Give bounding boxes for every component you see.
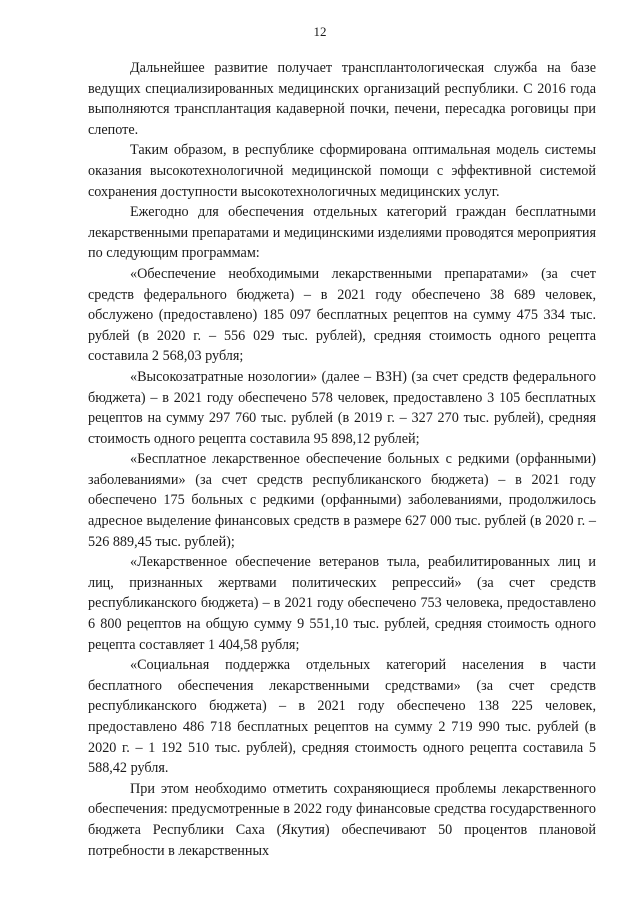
paragraph-program-federal-drugs: «Обеспечение необходимыми лекарственными препаратами» (за счет средств федерального бюджета) – в 2021 году обеспечено 38 689 человек, обслужено (предоставлено) 185 097 бесплатных рецептов на сумму 475 334 тыс. рублей (в 2020 г. – 556 029 тыс. рублей), средняя стоимость одного рецепта составила 2 568,03 рубля; [88, 265, 596, 365]
document-body [88, 58, 596, 861]
paragraph-program-orphan: «Бесплатное лекарственное обеспечение больных с редкими (орфанными) заболеваниями» (за счет средств республиканского бюджета) – в 2021 году обеспечено 175 больных с редкими (орфанными) заболеваниями, продолжилось адресное выделение финансовых средств в размере 627 000 тыс. рублей (в 2020 г. – 526 889,45 тыс. рублей); [88, 451, 596, 550]
paragraph-problems: При этом необходимо отметить сохраняющиеся проблемы лекарственного обеспечения: предусмотренные в 2022 году финансовые средства государственного бюджета Республики Саха (Якутия) обеспечивают 50 процентов плановой потребности в лекарственных [88, 780, 596, 859]
page-number: 12 [313, 24, 327, 39]
paragraph-programs-intro: Ежегодно для обеспечения отдельных категорий граждан бесплатными лекарственными препаратами и медицинскими изделиями проводятся мероприятия по следующим программам: [88, 204, 596, 262]
paragraph-hightech-model: Таким образом, в республике сформирована оптимальная модель системы оказания высокотехнологичной медицинской помощи с эффективной системой сохранения доступности высокотехнологичных медицинских услуг. [88, 142, 596, 200]
paragraph-program-veterans: «Лекарственное обеспечение ветеранов тыла, реабилитированных лиц и лиц, признанных жертвами политических репрессий» (за счет средств республиканского бюджета) – в 2021 году обеспечено 753 человека, предоставлено 6 800 рецептов на общую сумму 9 551,10 тыс. рублей, средняя стоимость одного рецепта составляет 1 404,58 рубля; [88, 554, 596, 653]
paragraph-transplantology: Дальнейшее развитие получает трансплантологическая служба на базе ведущих специализированных медицинских организаций республики. С 2016 года выполняются трансплантация кадаверной почки, печени, пересадка роговицы при слепоте. [88, 60, 596, 138]
paragraph-program-vzn: «Высокозатратные нозологии» (далее – ВЗН) (за счет средств федерального бюджета) – в 2021 году обеспечено 578 человек, предоставлено 3 105 бесплатных рецептов на сумму 297 760 тыс. рублей (в 2019 г. – 327 270 тыс. рублей), средняя стоимость одного рецепта составила 95 898,12 рублей; [88, 368, 596, 447]
paragraph-program-social-support: «Социальная поддержка отдельных категорий населения в части бесплатного обеспечения лекарственными средствами» (за счет средств республиканского бюджета) – в 2021 году обеспечено 138 225 человек, предоставлено 486 718 бесплатных рецептов на сумму 2 719 990 тыс. рублей (в 2020 г. – 1 192 510 тыс. рублей), средняя стоимость одного рецепта составила 5 588,42 рубля. [88, 657, 596, 777]
